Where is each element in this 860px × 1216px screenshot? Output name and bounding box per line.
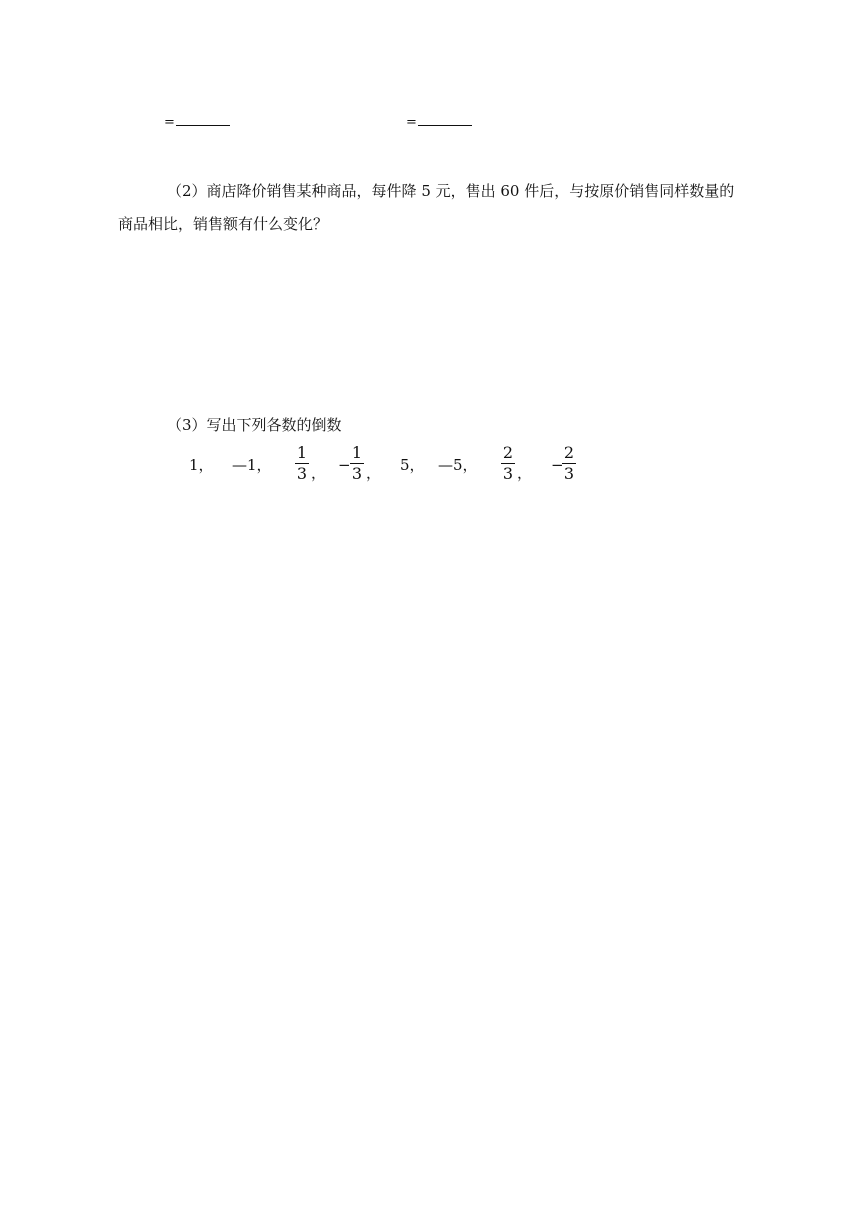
answer-blank-2 bbox=[406, 113, 472, 131]
number-1: 1， bbox=[189, 456, 214, 474]
fraction-neg-two-thirds bbox=[561, 444, 577, 483]
separator: ， bbox=[366, 464, 382, 482]
number-neg-1: —1， bbox=[232, 456, 272, 474]
denominator: 3 bbox=[502, 464, 514, 483]
numerator: 1 bbox=[296, 443, 308, 462]
minus-sign: − bbox=[551, 456, 564, 474]
question-3-title: （3）写出下列各数的倒数 bbox=[167, 416, 342, 434]
denominator: 3 bbox=[563, 464, 575, 483]
denominator: 3 bbox=[296, 464, 308, 483]
numerator: 1 bbox=[351, 443, 363, 462]
equals-sign: = bbox=[406, 115, 417, 130]
blank-underline bbox=[176, 113, 230, 126]
blank-underline bbox=[418, 113, 472, 126]
number-neg-5: —5， bbox=[438, 456, 478, 474]
numerator: 2 bbox=[563, 443, 575, 462]
fraction-two-thirds bbox=[500, 444, 516, 483]
separator: ， bbox=[517, 464, 533, 482]
fraction-one-third bbox=[294, 444, 310, 483]
denominator: 3 bbox=[351, 464, 363, 483]
separator: ， bbox=[311, 464, 327, 482]
question-2-line-1: （2）商店降价销售某种商品，每件降 5 元，售出 60 件后，与按原价销售同样数量的 bbox=[167, 182, 735, 200]
equals-sign: = bbox=[164, 115, 175, 130]
minus-sign: − bbox=[338, 456, 351, 474]
numerator: 2 bbox=[502, 443, 514, 462]
number-5: 5， bbox=[400, 456, 425, 474]
fraction-neg-one-third bbox=[349, 444, 365, 483]
question-2-line-2: 商品相比，销售额有什么变化？ bbox=[118, 215, 329, 233]
answer-blank-1 bbox=[164, 113, 230, 131]
